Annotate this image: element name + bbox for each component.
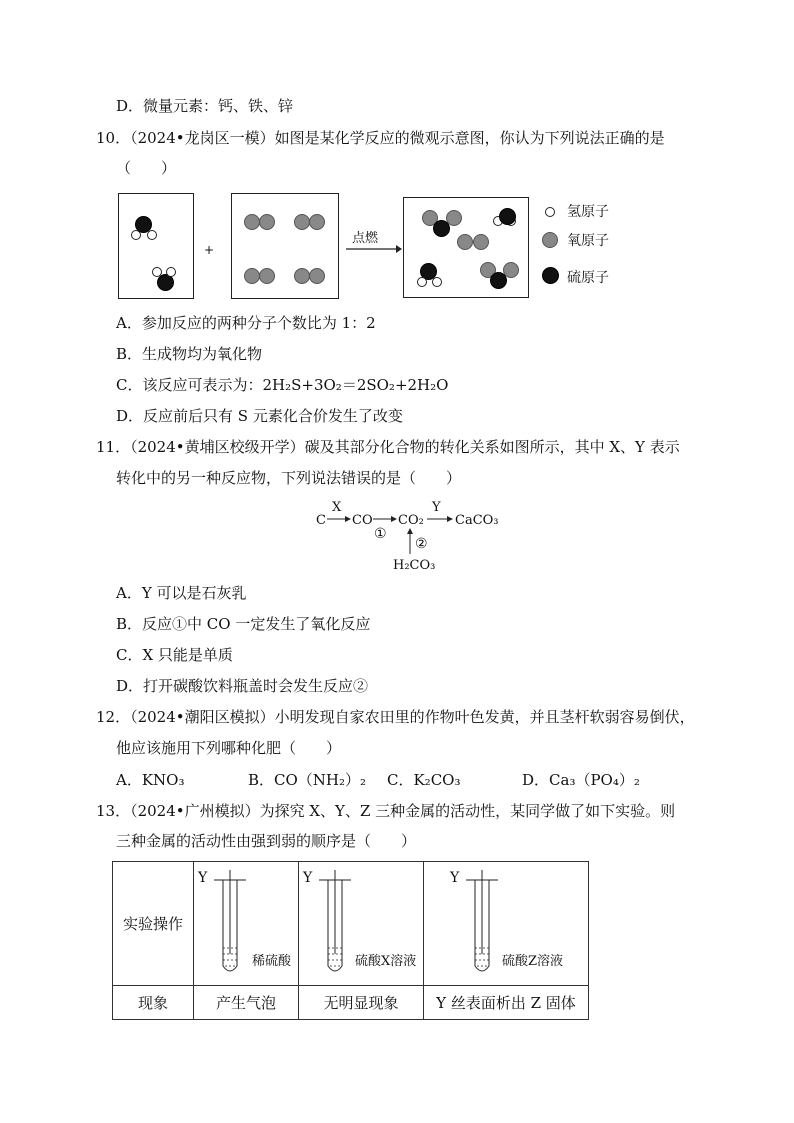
- experiment-cell-3: [424, 862, 589, 986]
- node-co2: CO₂: [398, 513, 424, 528]
- node-h2co3: H₂CO₃: [393, 558, 436, 573]
- oxygen-atom: [309, 268, 325, 284]
- product-box: [403, 197, 529, 298]
- q11-option-b: B．反应①中 CO 一定发生了氧化反应: [116, 615, 371, 633]
- node-caco3: CaCO₃: [455, 513, 499, 528]
- q12-option-a: A．KNO₃: [116, 771, 185, 789]
- phenomenon-3: Y 丝表面析出 Z 固体: [424, 986, 589, 1020]
- reagent-y: Y: [432, 500, 441, 515]
- q13-stem-line2: 三种金属的活动性由强到弱的顺序是（ ）: [116, 832, 417, 850]
- q10-option-a: A．参加反应的两种分子个数比为 1：2: [116, 314, 376, 332]
- q10-option-d: D．反应前后只有 S 元素化合价发生了改变: [116, 407, 403, 425]
- q11-stem-line2: 转化中的另一种反应物，下列说法错误的是（ ）: [116, 469, 462, 487]
- label-reaction-2: ②: [415, 536, 428, 552]
- q11-option-c: C．X 只能是单质: [116, 646, 233, 664]
- oxygen-atom: [244, 214, 260, 230]
- oxygen-atom: [259, 214, 275, 230]
- plus-sign: +: [204, 243, 215, 257]
- q13-experiment-table: [112, 861, 589, 1020]
- test-tube-icon: [462, 868, 502, 978]
- hydrogen-legend-icon: [545, 207, 555, 217]
- q10-stem-line2: （ ）: [116, 159, 177, 177]
- phenomenon-1: 产生气泡: [194, 986, 299, 1020]
- hydrogen-atom: [432, 277, 442, 287]
- q10-option-c: C．该反应可表示为：2H₂S+3O₂＝2SO₂+2H₂O: [116, 376, 449, 394]
- oxygen-atom: [294, 214, 310, 230]
- test-tube-icon: [210, 868, 250, 978]
- q12-stem-line2: 他应该施用下列哪种化肥（ ）: [116, 739, 342, 757]
- legend-hydrogen-label: 氢原子: [567, 204, 609, 220]
- q12-option-c: C．K₂CO₃: [387, 771, 461, 789]
- experiment-cell-2: [299, 862, 424, 986]
- wire-label-y: Y: [198, 870, 208, 886]
- reaction-arrow-icon: [346, 244, 402, 254]
- arrow-co2-to-caco3-icon: [427, 515, 453, 523]
- oxygen-atom: [259, 268, 275, 284]
- legend-oxygen-label: 氧原子: [567, 233, 609, 249]
- solution-label-2: 硫酸X溶液: [355, 954, 417, 969]
- reactant-box-h2s: [118, 193, 194, 299]
- experiment-cell-1: [194, 862, 299, 986]
- row-head-phenomenon: 现象: [113, 986, 194, 1020]
- arrow-label-ignite: 点燃: [352, 231, 379, 246]
- sulfur-atom: [490, 272, 507, 289]
- q10-option-b: B．生成物均为氧化物: [116, 345, 263, 363]
- q10-stem-line1: 10．（2024•龙岗区一模）如图是某化学反应的微观示意图，你认为下列说法正确的是: [96, 129, 665, 147]
- solution-label-3: 硫酸Z溶液: [502, 954, 564, 969]
- sulfur-legend-icon: [542, 267, 559, 284]
- wire-label-y: Y: [303, 870, 313, 886]
- node-co: CO: [352, 513, 373, 528]
- hydrogen-atom: [152, 267, 162, 277]
- arrow-h2co3-to-co2-icon: [406, 528, 414, 554]
- node-c: C: [316, 513, 326, 528]
- sulfur-atom: [433, 220, 450, 237]
- oxygen-atom: [294, 268, 310, 284]
- oxygen-atom: [457, 234, 473, 250]
- arrow-c-to-co-icon: [327, 515, 351, 523]
- solution-label-1: 稀硫酸: [252, 954, 292, 969]
- label-reaction-1: ①: [374, 526, 387, 542]
- wire-label-y: Y: [450, 870, 460, 886]
- test-tube-icon: [315, 868, 355, 978]
- arrow-co-to-co2-icon: [373, 515, 397, 523]
- q11-option-d: D．打开碳酸饮料瓶盖时会发生反应②: [116, 677, 369, 695]
- q11-option-a: A．Y 可以是石灰乳: [116, 584, 247, 602]
- oxygen-atom: [473, 234, 489, 250]
- legend-sulfur-label: 硫原子: [567, 270, 609, 286]
- oxygen-legend-icon: [542, 232, 558, 248]
- hydrogen-atom: [131, 230, 141, 240]
- row-head-operation: 实验操作: [113, 862, 194, 986]
- hydrogen-atom: [166, 267, 176, 277]
- q13-stem-line1: 13．（2024•广州模拟）为探究 X、Y、Z 三种金属的活动性，某同学做了如下实验。则: [96, 802, 676, 820]
- q12-option-d: D．Ca₃（PO₄）₂: [522, 771, 640, 789]
- sulfur-atom: [499, 208, 516, 225]
- hydrogen-atom: [147, 230, 157, 240]
- q12-stem-line1: 12．（2024•潮阳区模拟）小明发现自家农田里的作物叶色发黄，并且茎杆软弱容易倒伏，: [96, 708, 695, 726]
- q12-option-b: B．CO（NH₂）₂: [248, 771, 367, 789]
- reactant-box-o2: [231, 193, 339, 299]
- q9-option-d: D．微量元素：钙、铁、锌: [116, 97, 294, 115]
- q11-stem-line1: 11．（2024•黄埔区校级开学）碳及其部分化合物的转化关系如图所示，其中 X、Y 表示: [96, 438, 680, 456]
- hydrogen-atom: [417, 277, 427, 287]
- oxygen-atom: [244, 268, 260, 284]
- oxygen-atom: [309, 214, 325, 230]
- reagent-x: X: [332, 500, 342, 515]
- phenomenon-2: 无明显现象: [299, 986, 424, 1020]
